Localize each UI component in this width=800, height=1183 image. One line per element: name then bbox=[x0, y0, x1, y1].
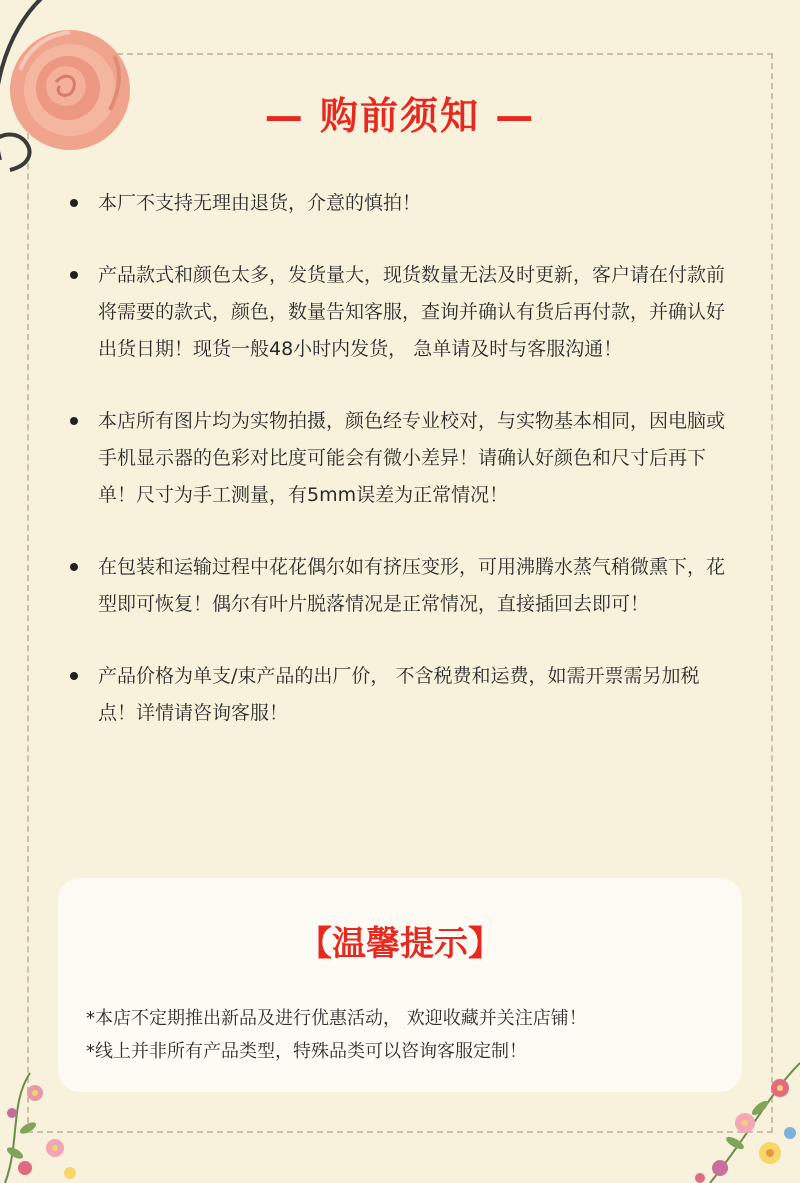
notice-text: 本厂不支持无理由退货，介意的慎拍！ bbox=[98, 192, 422, 214]
tips-line: *本店不定期推出新品及进行优惠活动， 欢迎收藏并关注店铺！ bbox=[86, 1008, 587, 1029]
bullet-icon bbox=[70, 199, 78, 207]
tips-lines bbox=[86, 1002, 726, 1068]
list-item bbox=[70, 185, 730, 222]
notice-text: 产品价格为单支/束产品的出厂价， 不含税费和运费，如需开票需另加税点！详情请咨询客服！ bbox=[98, 665, 700, 724]
list-item bbox=[70, 257, 730, 368]
tips-box bbox=[58, 878, 742, 1092]
bullet-icon bbox=[70, 417, 78, 425]
notice-text: 本店所有图片均为实物拍摄，颜色经专业校对，与实物基本相同，因电脑或手机显示器的色彩对比度可能会有微小差异！请确认好颜色和尺寸后再下单！尺寸为手工测量，有5mm误差为正常情况！ bbox=[98, 410, 726, 506]
tips-title: 【温馨提示】 bbox=[298, 924, 502, 964]
bullet-icon bbox=[70, 672, 78, 680]
bullet-icon bbox=[70, 271, 78, 279]
notice-text: 在包装和运输过程中花花偶尔如有挤压变形，可用沸腾水蒸气稍微熏下，花型即可恢复！偶尔有叶片脱落情况是正常情况，直接插回去即可！ bbox=[98, 556, 726, 615]
notice-list bbox=[70, 185, 730, 767]
list-item bbox=[70, 549, 730, 623]
list-item bbox=[70, 658, 730, 732]
tips-line: *线上并非所有产品类型，特殊品类可以咨询客服定制！ bbox=[86, 1041, 527, 1062]
bullet-icon bbox=[70, 563, 78, 571]
notice-text: 产品款式和颜色太多，发货量大，现货数量无法及时更新，客户请在付款前将需要的款式，颜色，数量告知客服，查询并确认有货后再付款，并确认好出货日期！现货一般48小时内发货， 急单请及时与客服沟通！ bbox=[98, 264, 726, 360]
list-item bbox=[70, 403, 730, 514]
page-title: — 购前须知 — bbox=[264, 94, 536, 138]
